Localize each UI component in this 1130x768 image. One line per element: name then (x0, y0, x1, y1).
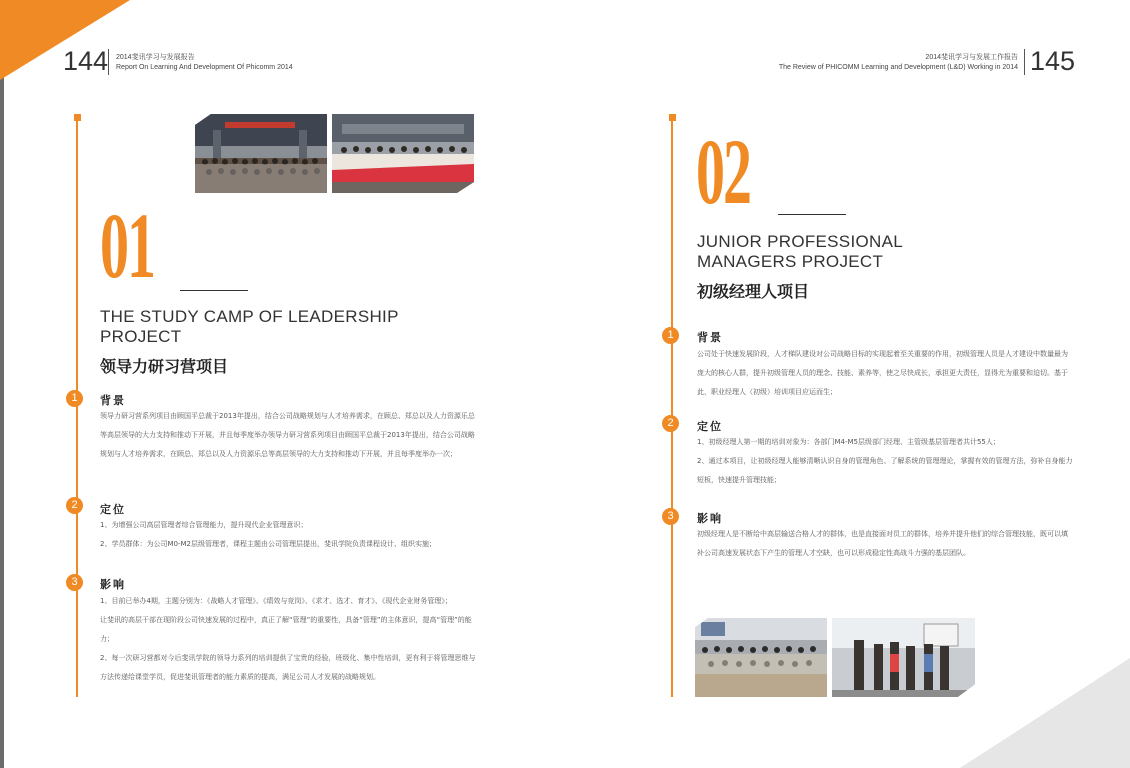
group-photo-2 (332, 114, 474, 193)
header-en-right: The Review of PHICOMM Learning and Development (L&D) Working in 2014 (778, 64, 1018, 71)
section-badge-2-right: 2 (662, 415, 679, 432)
section-heading-background-left: 背景 (100, 394, 126, 407)
project-number-underline-right (778, 214, 846, 215)
title-en-line1-right: JUNIOR PROFESSIONAL (697, 232, 903, 251)
header-cn-left: 2014斐讯学习与发展报告 (116, 54, 195, 61)
title-en-line2-left: PROJECT (100, 327, 182, 346)
project-title-cn-right: 初级经理人项目 (697, 282, 810, 301)
section-badge-3-right: 3 (662, 508, 679, 525)
page-left-edge (0, 0, 4, 768)
paragraph: 初级经理人是不断给中高层输送合格人才的群体，也是直接面对员工的群体，培养并提升他们的综合管理技能，既可以填补公司高速发展状态下产生的管理人才空缺，也可以形成稳定性高战斗力强的基层团队。 (697, 530, 1068, 557)
title-en-line1-left: THE STUDY CAMP OF LEADERSHIP (100, 307, 399, 326)
section-body-impact-left (100, 592, 478, 687)
section-heading-positioning-right: 定位 (697, 420, 723, 433)
paragraph: 1、目前已举办4期，主题分别为：《战略人才管理》、《绩效与竞岗》、《求才、选才、育才》、《现代企业财务管理》； (100, 597, 452, 605)
project-title-cn-left: 领导力研习营项目 (100, 357, 229, 376)
section-body-positioning-right (697, 433, 1073, 490)
accent-rule-cap-left (74, 114, 81, 121)
header-en-left: Report On Learning And Development Of Phicomm 2014 (116, 64, 293, 71)
paragraph: 1、为增强公司高层管理者综合管理能力，提升现代企业管理意识； (100, 521, 308, 529)
paragraph: 2、每一次研习营都对今后斐讯学院的领导力系列的培训提供了宝贵的经验，班级化、集中性培训，更有利于将管理思维与方法传递给课堂学员，促进斐讯管理者的能力素质的提高，满足公司人才发展的战略规划。 (100, 654, 476, 681)
page-number-right: 145 (1030, 46, 1076, 76)
running-header-left (116, 53, 293, 73)
section-body-background-right (697, 345, 1073, 402)
section-badge-2-left: 2 (66, 497, 83, 514)
section-body-impact-right (697, 525, 1073, 563)
training-photo-1 (695, 618, 827, 697)
project-number-right: 02 (696, 119, 750, 224)
accent-rule-right (671, 114, 673, 697)
paragraph: 2、通过本项目，让初级经理人能够清晰认识自身的管理角色、了解系统的管理理论，掌握有效的管理方法，弥补自身能力短板，快速提升管理技能； (697, 457, 1073, 484)
header-cn-right: 2014斐讯学习与发展工作报告 (925, 54, 1018, 61)
project-number-left: 01 (100, 193, 154, 298)
paragraph: 公司处于快速发展阶段，人才梯队建设对公司战略目标的实现起着至关重要的作用，初级管理人员是人才建设中数量最为庞大的核心人群，提升初级管理人员的理念、技能、素养等，使之尽快成长，承担更大责任，显得尤为重要和迫切。基于此，职业经理人（初级）培训项目应运而生； (697, 350, 1068, 396)
section-heading-background-right: 背景 (697, 331, 723, 344)
project-title-en-left (100, 307, 399, 347)
paragraph: 让斐讯的高层干部在现阶段公司快速发展的过程中，真正了解“管理”的重要性，具备“管理”的主体意识，提高“管理”的能力； (100, 616, 472, 643)
page-number-left: 144 (63, 46, 109, 76)
project-title-en-right (697, 232, 903, 272)
header-divider-right (1024, 49, 1025, 75)
section-heading-impact-right: 影响 (697, 512, 723, 525)
section-body-positioning-left (100, 516, 478, 554)
paragraph: 领导力研习营系列项目由顾国平总裁于2013年提出，结合公司战略规划与人才培养需求，在顾总、郑总以及人力资源乐总等高层领导的大力支持和推动下开展，并且每季度举办领导力研习营系列项目由顾国平总裁于2013年提出，结合公司战略规划与人才培养需求，在顾总、郑总以及人力资源乐总等高层领导的大力支持和推动下开展，并且每季度举办一次； (100, 412, 475, 458)
paragraph: 2、学员群体：为公司M0-M2层级管理者，课程主题由公司管理层提出，斐讯学院负责课程设计、组织实施； (100, 540, 436, 548)
section-heading-impact-left: 影响 (100, 578, 126, 591)
section-badge-1-right: 1 (662, 327, 679, 344)
group-photo-1 (195, 114, 327, 193)
accent-rule-cap-right (669, 114, 676, 121)
running-header-right (779, 53, 1018, 73)
section-badge-1-left: 1 (66, 390, 83, 407)
project-number-underline-left (180, 290, 248, 291)
training-photo-2 (832, 618, 975, 697)
title-en-line2-right: MANAGERS PROJECT (697, 252, 884, 271)
section-body-background-left (100, 407, 478, 464)
header-divider-left (108, 49, 109, 75)
corner-decoration-grey (960, 658, 1130, 768)
section-badge-3-left: 3 (66, 574, 83, 591)
paragraph: 1、初级经理人第一期的培训对象为：各部门M4-M5层级部门经理、主管级基层管理者共计55人； (697, 438, 1000, 446)
section-heading-positioning-left: 定位 (100, 503, 126, 516)
